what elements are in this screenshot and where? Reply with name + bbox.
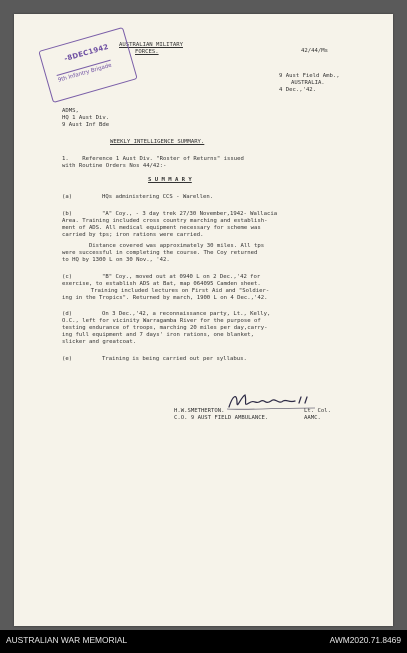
para-a-line: HQs administering CCS - Warellen. — [102, 194, 214, 200]
para-c-line: ing in the Tropics". Returned by march, 1900 L on 4 Dec.,'42. — [62, 295, 268, 301]
para-d-line: slicker and greatcoat. — [62, 339, 137, 345]
para-b-label: (b) — [62, 211, 73, 217]
unit-line-2: AUSTRALIA. — [291, 80, 325, 86]
para-d-line: On 3 Dec.,'42, a reconnaissance party, Lt., Kelly, — [102, 311, 271, 317]
para-d-line: O.C., left for vicinity Warragamba River for the purpose of — [62, 318, 261, 324]
signatory-title: C.O. 9 AUST FIELD AMBULANCE. — [174, 415, 269, 421]
stamp-date: -8DEC1942 — [63, 42, 110, 64]
para-c-line: exercise, to establish ADS at Bat, map 064095 Camden sheet. — [62, 281, 261, 287]
para-b-line: Area. Training included cross country marching and establish- — [62, 218, 268, 224]
document-page — [14, 14, 393, 626]
para-a-label: (a) — [62, 194, 73, 200]
para-b-line: ment of ADS. All medical equipment necessary for scheme was — [62, 225, 261, 231]
addressee-2: 9 Aust Inf Bde — [62, 122, 110, 128]
summary-title: S U M M A R Y — [148, 177, 192, 183]
signatory-corps: AAMC. — [304, 415, 321, 421]
para-c-label: (c) — [62, 274, 73, 280]
para-d-line: ing full equipment and 7 days' iron rations, one blanket, — [62, 332, 254, 338]
unit-date: 4 Dec.,'42. — [279, 87, 317, 93]
para-b-line: carried by tps; iron rations were carried. — [62, 232, 204, 238]
para-b-line: were successful in completing the course. The Coy returned — [62, 250, 258, 256]
para-b-line: to HQ by 1300 L on 30 Nov., '42. — [62, 257, 170, 263]
reference-line-2: with Routine Orders Nos 44/42:- — [62, 163, 167, 169]
addressee-adms: ADMS, — [62, 108, 79, 114]
para-e-label: (e) — [62, 356, 73, 362]
addressee-1: HQ 1 Aust Div. — [62, 115, 110, 121]
unit-line-1: 9 Aust Field Amb., — [279, 73, 340, 79]
reference-line-1: 1. Reference 1 Aust Div. "Roster of Returns" issued — [62, 156, 244, 162]
header-forces-title: AUSTRALIAN MILITARY — [119, 42, 183, 48]
reference-number: 42/44/Ms — [301, 48, 328, 54]
received-stamp — [38, 27, 137, 103]
stamp-unit: 9th Infantry Brigade — [57, 60, 113, 84]
para-c-line: Training included lectures on First Aid and "Soldier- — [84, 288, 270, 294]
para-d-line: testing endurance of troops, marching 20 miles per day,carry- — [62, 325, 268, 331]
document-heading: WEEKLY INTELLIGENCE SUMMARY. — [110, 139, 205, 145]
para-b-line: "A" Coy., - 3 day trek 27/30 November,1942- Wallacia — [102, 211, 278, 217]
para-d-label: (d) — [62, 311, 73, 317]
para-e-line: Training is being carried out per syllabus. — [102, 356, 247, 362]
para-c-line: "B" Coy., moved out at 0940 L on 2 Dec.,'42 for — [102, 274, 261, 280]
signatory-rank: Lt. Col. — [304, 408, 331, 414]
footer-accession-number: AWM2020.71.8469 — [329, 635, 401, 645]
para-b-line: Distance covered was approximately 30 miles. All tps — [62, 243, 265, 249]
footer-institution: AUSTRALIAN WAR MEMORIAL — [6, 635, 128, 645]
header-forces-subtitle: FORCES. — [135, 49, 159, 55]
footer-bar — [0, 630, 407, 653]
signatory-name: H.W.SMETHERTON. — [174, 408, 225, 414]
